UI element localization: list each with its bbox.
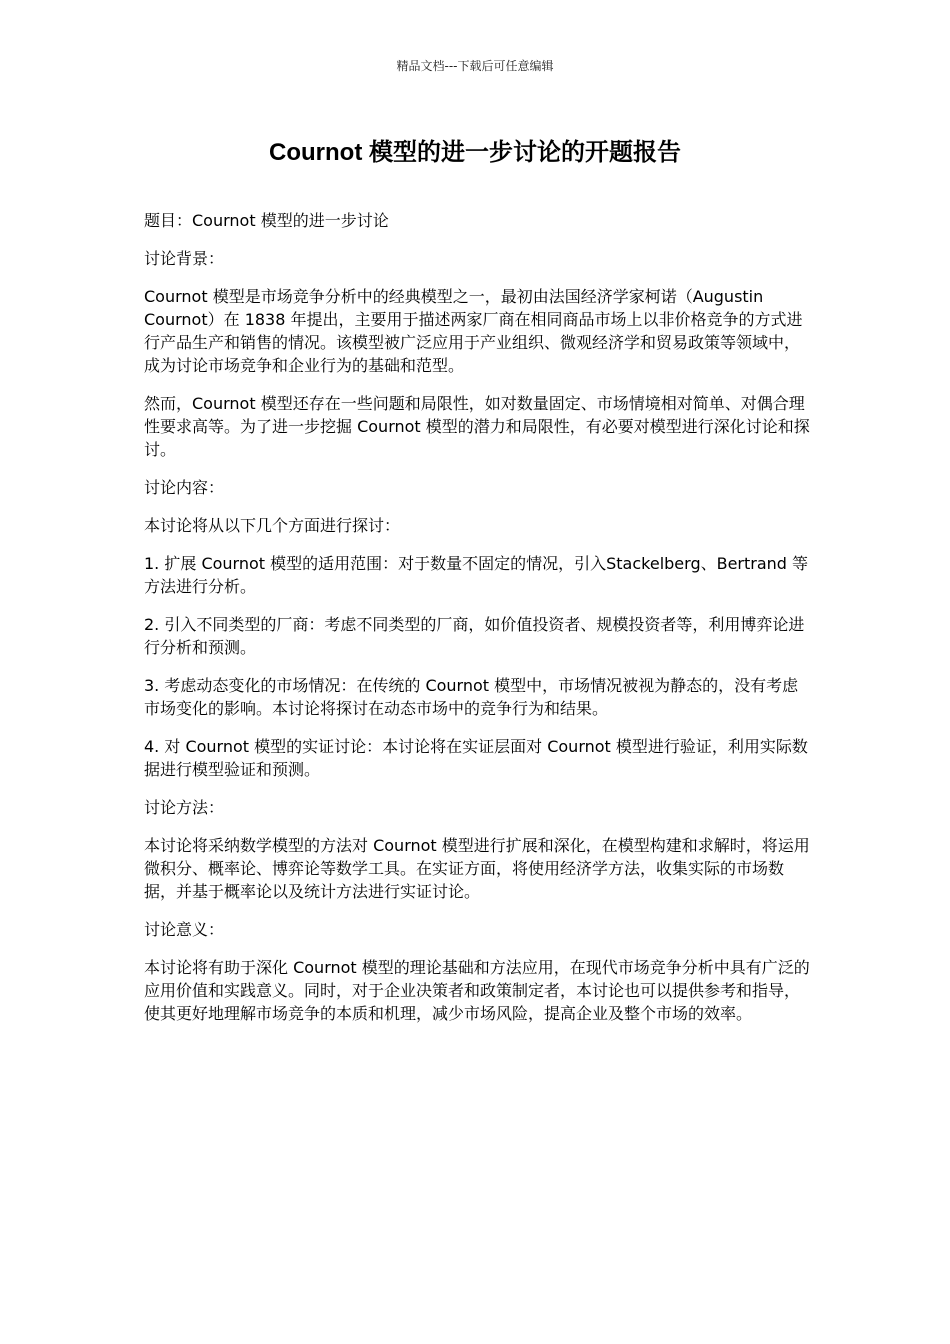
significance-heading: 讨论意义： [144, 920, 225, 939]
document-body [144, 209, 810, 1040]
subject-line: 题目：Cournot 模型的进一步讨论 [144, 211, 389, 230]
header-note: 精品文档---下载后可任意编辑 [396, 59, 554, 73]
significance-paragraph: 本讨论将有助于深化 Cournot 模型的理论基础和方法应用，在现代市场竞争分析中具有广泛的应用价值和实践意义。同时，对于企业决策者和政策制定者，本讨论也可以提供参考和指导，使其更好地理解市场竞争的本质和机理，减少市场风险，提高企业及整个市场的效率。 [144, 958, 810, 1023]
background-heading: 讨论背景： [144, 249, 225, 268]
content-item-2: 2. 引入不同类型的厂商：考虑不同类型的厂商，如价值投资者、规模投资者等，利用博弈论进行分析和预测。 [144, 615, 805, 657]
content-intro: 本讨论将从以下几个方面进行探讨： [144, 516, 401, 535]
background-paragraph-2: 然而，Cournot 模型还存在一些问题和局限性，如对数量固定、市场情境相对简单、对偶合理性要求高等。为了进一步挖掘 Cournot 模型的潜力和局限性，有必要对模型进行深化讨论和探讨。 [144, 394, 810, 459]
content-item-1: 1. 扩展 Cournot 模型的适用范围：对于数量不固定的情况，引入Stackelberg、Bertrand 等方法进行分析。 [144, 554, 809, 596]
content-item-4: 4. 对 Cournot 模型的实证讨论：本讨论将在实证层面对 Cournot 模型进行验证，利用实际数据进行模型验证和预测。 [144, 737, 808, 779]
method-heading: 讨论方法： [144, 798, 225, 817]
document-title: Cournot 模型的进一步讨论的开题报告 [269, 139, 681, 166]
method-paragraph: 本讨论将采纳数学模型的方法对 Cournot 模型进行扩展和深化，在模型构建和求解时，将运用微积分、概率论、博弈论等数学工具。在实证方面，将使用经济学方法，收集实际的市场数据，并基于概率论以及统计方法进行实证讨论。 [144, 836, 810, 901]
background-paragraph-1: Cournot 模型是市场竞争分析中的经典模型之一，最初由法国经济学家柯诺（Augustin Cournot）在 1838 年提出，主要用于描述两家厂商在相同商品市场上以非价格竞争的方式进行产品生产和销售的情况。该模型被广泛应用于产业组织、微观经济学和贸易政策等领域中，成为讨论市场竞争和企业行为的基础和范型。 [144, 287, 803, 375]
content-item-3: 3. 考虑动态变化的市场情况：在传统的 Cournot 模型中，市场情况被视为静态的，没有考虑市场变化的影响。本讨论将探讨在动态市场中的竞争行为和结果。 [144, 676, 799, 718]
content-heading: 讨论内容： [144, 478, 225, 497]
